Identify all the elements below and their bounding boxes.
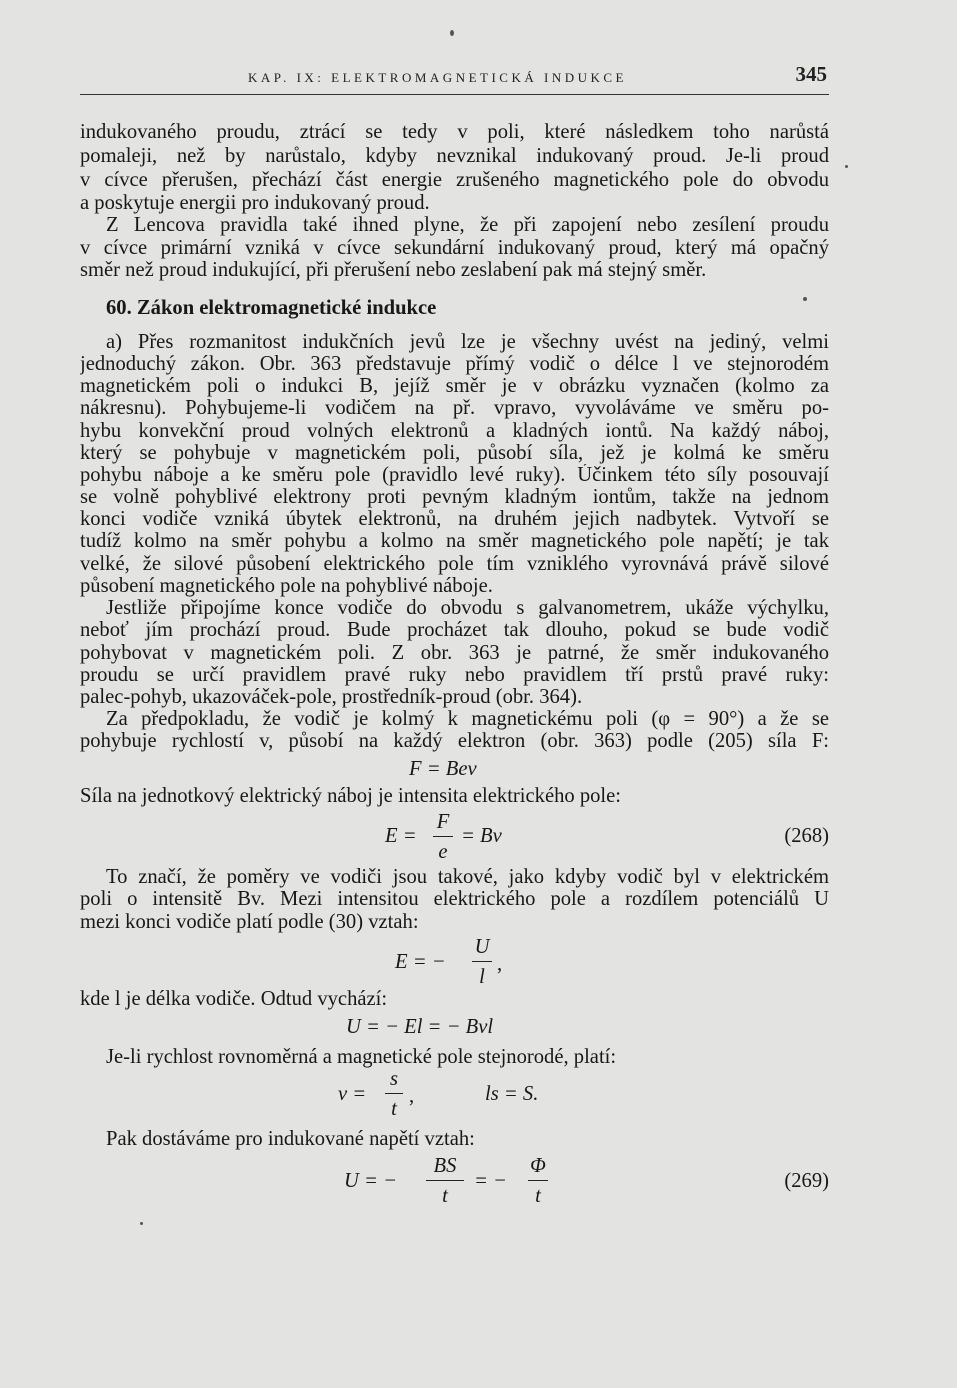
equation-voltage: U = − El = − Bvl [346,1016,494,1038]
body-line: To značí, že poměry ve vodiči jsou takové, jako kdyby vodič byl v elektrickém [106,866,829,888]
section-title: Zákon elektromagnetické indukce [136,297,437,319]
equation-268-denominator: e [438,841,448,863]
body-line: hybu konvekční proud volných elektronů a kladných iontů. Na každý náboj, [80,420,829,442]
body-line: Jestliže připojíme konce vodiče do obvodu s galvanometrem, ukáže výchylku, [106,597,829,619]
equation-field-lhs: E = − [395,951,446,973]
section-number: 60. [106,297,132,319]
section-heading [106,297,436,319]
body-line: palec-pohyb, ukazováček-pole, prostředník-proud (obr. 364). [80,686,583,708]
body-line: pohybu náboje a ke směru pole (pravidlo levé ruky). Účinkem této síly posouvají [80,464,829,486]
equation-speed-denominator: t [391,1098,397,1120]
body-line: Je-li rychlost rovnoměrná a magnetické pole stejnorodé, platí: [106,1046,617,1068]
body-line: Pak dostáváme pro indukované napětí vztah: [106,1128,475,1150]
page-number: 345 [795,62,827,86]
fraction-bar [385,1093,403,1094]
running-head: KAP. IX: ELEKTROMAGNETICKÁ INDUKCE [248,70,627,85]
body-line: pomaleji, než by narůstalo, kdyby nevznikal indukovaný proud. Je-li proud [80,145,829,167]
body-line: pohybovat v magnetickém poli. Z obr. 363 je patrné, že směr indukovaného [80,642,829,664]
equation-269-numerator-1: BS [433,1155,457,1177]
body-line: nákresnu). Pohybujeme-li vodičem na př. vpravo, vyvoláváme ve směru po- [80,397,829,419]
body-line: kde l je délka vodiče. Odtud vychází: [80,988,388,1010]
equation-number-269: (269) [784,1170,829,1192]
body-line: konci vodiče vzniká úbytek elektronů, na druhém jejich nadbytek. Vytvoří se [80,508,829,530]
body-line: Z Lencova pravidla také ihned plyne, že při zapojení nebo zesílení proudu [106,214,829,236]
body-line: směr než proud indukující, při přerušení nebo zeslabení pak má stejný směr. [80,259,707,281]
equation-speed-comma: , [409,1085,415,1107]
equation-field-comma: , [497,953,503,975]
fraction-bar [528,1180,548,1181]
body-line: indukovaného proudu, ztrácí se tedy v poli, které následkem toho narůstá [80,121,829,143]
body-line: magnetickém poli o indukci B, jejíž směr je v obrázku vyznačen (kolmo za [80,375,829,397]
body-line: Síla na jednotkový elektrický náboj je intensita elektrického pole: [80,785,621,807]
equation-269-denominator-1: t [442,1185,448,1207]
body-line: působení magnetického pole na pohyblivé náboje. [80,575,493,597]
body-line: a poskytuje energii pro indukovaný proud. [80,192,430,214]
equation-268-numerator: F [436,811,450,833]
body-line: neboť jím prochází proud. Bude procházet tak dlouho, pokud se bude vodič [80,619,829,641]
equation-field-numerator: U [474,936,490,958]
body-line: tudíž kolmo na směr pohybu a kolmo na směr magnetického pole napětí; je tak [80,530,829,552]
body-line: proudu se určí pravidlem pravé ruky nebo pravidlem tří prstů pravé ruky: [80,664,829,686]
equation-number-268: (268) [784,825,829,847]
equation-269-numerator-2: Φ [530,1155,546,1177]
page-header [80,56,829,95]
body-line: poli o intensitě Bv. Mezi intensitou elektrického pole a rozdílem potenciálů U [80,888,829,910]
equation-268-rhs: = Bv [461,825,502,847]
body-line: se volně pohyblivé elektrony proti pevným kladným iontům, takže na jednom [80,486,829,508]
scan-speck [450,30,454,36]
equation-speed-lhs: v = [338,1083,367,1105]
body-line: v cívce přerušen, přechází část energie zrušeného magnetického pole do obvodu [80,169,829,191]
scan-speck [845,165,848,168]
equation-269-middle: = − [474,1170,507,1192]
body-line: pohybuje rychlostí v, působí na každý elektron (obr. 363) podle (205) síla F: [80,730,829,752]
fraction-bar [433,836,453,837]
body-line: velké, že silové působení elektrického pole tím vzniklého vyrovnává právě silové [80,553,829,575]
body-line: mezi konci vodiče platí podle (30) vztah: [80,911,419,933]
equation-speed-numerator: s [389,1068,398,1090]
fraction-bar [472,961,492,962]
equation-268-lhs: E = [385,825,417,847]
equation-269-denominator-2: t [535,1185,541,1207]
body-line: jednoduchý zákon. Obr. 363 představuje přímý vodič o délce l ve stejnorodém [80,353,829,375]
body-line: v cívce primární vzniká v cívce sekundární indukovaný proud, který má opačný [80,237,829,259]
body-line: Za předpokladu, že vodič je kolmý k magnetickému poli (φ = 90°) a že se [106,708,829,730]
equation-area: ls = S. [485,1083,539,1105]
scan-speck [803,297,807,301]
body-line: a) Přes rozmanitost indukčních jevů lze je všechny uvést na jediný, velmi [106,331,829,353]
body-line: který se pohybuje v magnetickém poli, působí síla, jež je kolmá ke směru [80,442,829,464]
scan-speck [140,1222,143,1225]
equation-field-denominator: l [479,966,485,988]
fraction-bar [426,1180,464,1181]
equation-force: F = Bev [409,758,477,780]
equation-269-lhs: U = − [344,1170,397,1192]
